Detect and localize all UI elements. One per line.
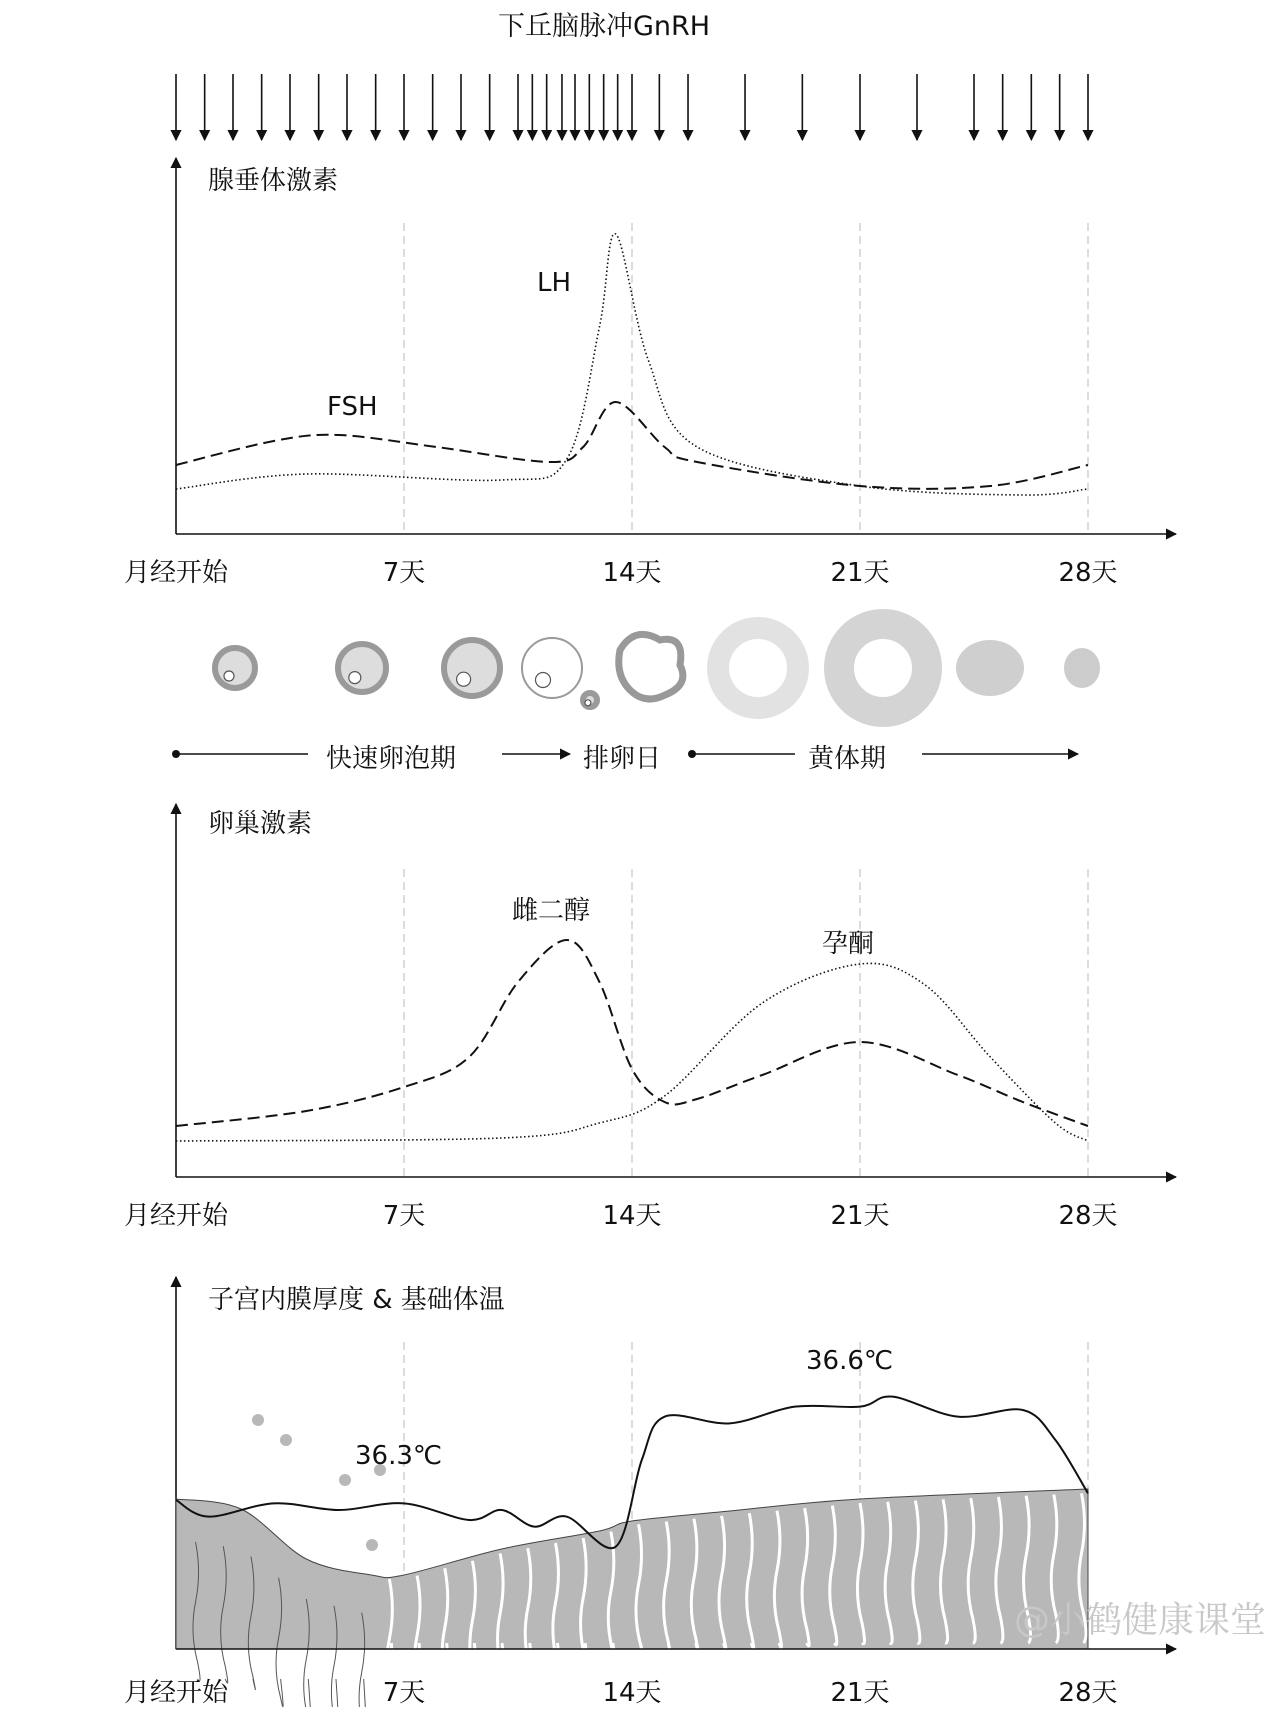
temp-low-label: 36.3℃ — [355, 1441, 443, 1471]
corpus-albicans-icon — [1064, 648, 1100, 688]
chart2-title: 卵巢激素 — [208, 809, 313, 839]
follicle-icon — [215, 648, 255, 688]
shed-tissue-fragment — [339, 1474, 351, 1486]
phase-follicular: 快速卵泡期 — [326, 744, 457, 774]
x-tick-label: 21天 — [830, 558, 890, 588]
x-tick-label: 21天 — [830, 1678, 890, 1708]
oocyte-icon — [224, 671, 234, 681]
gnrh-title: 下丘脑脉冲GnRH — [498, 11, 711, 42]
x-tick-label: 14天 — [602, 1201, 662, 1231]
corpus-luteum-regressing-icon — [956, 640, 1024, 696]
curve-LH — [176, 234, 1088, 495]
x-tick-label: 14天 — [602, 558, 662, 588]
oocyte-icon — [457, 672, 471, 686]
x-tick-label: 28天 — [1058, 1678, 1118, 1708]
temp-high-label: 36.6℃ — [806, 1346, 894, 1376]
oocyte-icon — [536, 673, 551, 688]
ruptured-follicle-icon — [619, 634, 683, 699]
fsh-label: FSH — [327, 392, 378, 422]
x-tick-label: 28天 — [1058, 1201, 1118, 1231]
x-tick-label: 7天 — [382, 1201, 426, 1231]
shed-tissue-fragment — [366, 1539, 378, 1551]
oocyte-icon — [349, 672, 361, 684]
x-tick-label: 21天 — [830, 1201, 890, 1231]
x-tick-label: 14天 — [602, 1678, 662, 1708]
x-tick-label: 月经开始 — [123, 1678, 229, 1708]
follicle-icon — [338, 644, 386, 692]
x-tick-label: 月经开始 — [123, 1201, 229, 1231]
chart1-title: 腺垂体激素 — [208, 166, 339, 196]
phase-ovulation: 排卵日 — [583, 744, 662, 774]
shed-tissue-fragment — [252, 1414, 264, 1426]
x-tick-label: 7天 — [382, 1678, 426, 1708]
oocyte-icon — [585, 700, 591, 706]
lh-label: LH — [537, 268, 572, 298]
x-tick-label: 7天 — [382, 558, 426, 588]
corpus-luteum-mature-icon — [839, 624, 927, 712]
follicle-icon — [444, 640, 500, 696]
estradiol-label: 雌二醇 — [512, 896, 591, 926]
watermark: @小鹤健康课堂 — [1013, 1600, 1266, 1641]
phase-luteal: 黄体期 — [808, 744, 887, 774]
x-tick-label: 月经开始 — [123, 558, 229, 588]
progesterone-label: 孕酮 — [822, 929, 875, 959]
shed-tissue-fragment — [280, 1434, 292, 1446]
chart3-title: 子宫内膜厚度 & 基础体温 — [208, 1285, 505, 1315]
x-tick-label: 28天 — [1058, 558, 1118, 588]
corpus-luteum-icon — [718, 628, 798, 708]
follicle-icon — [522, 638, 582, 698]
